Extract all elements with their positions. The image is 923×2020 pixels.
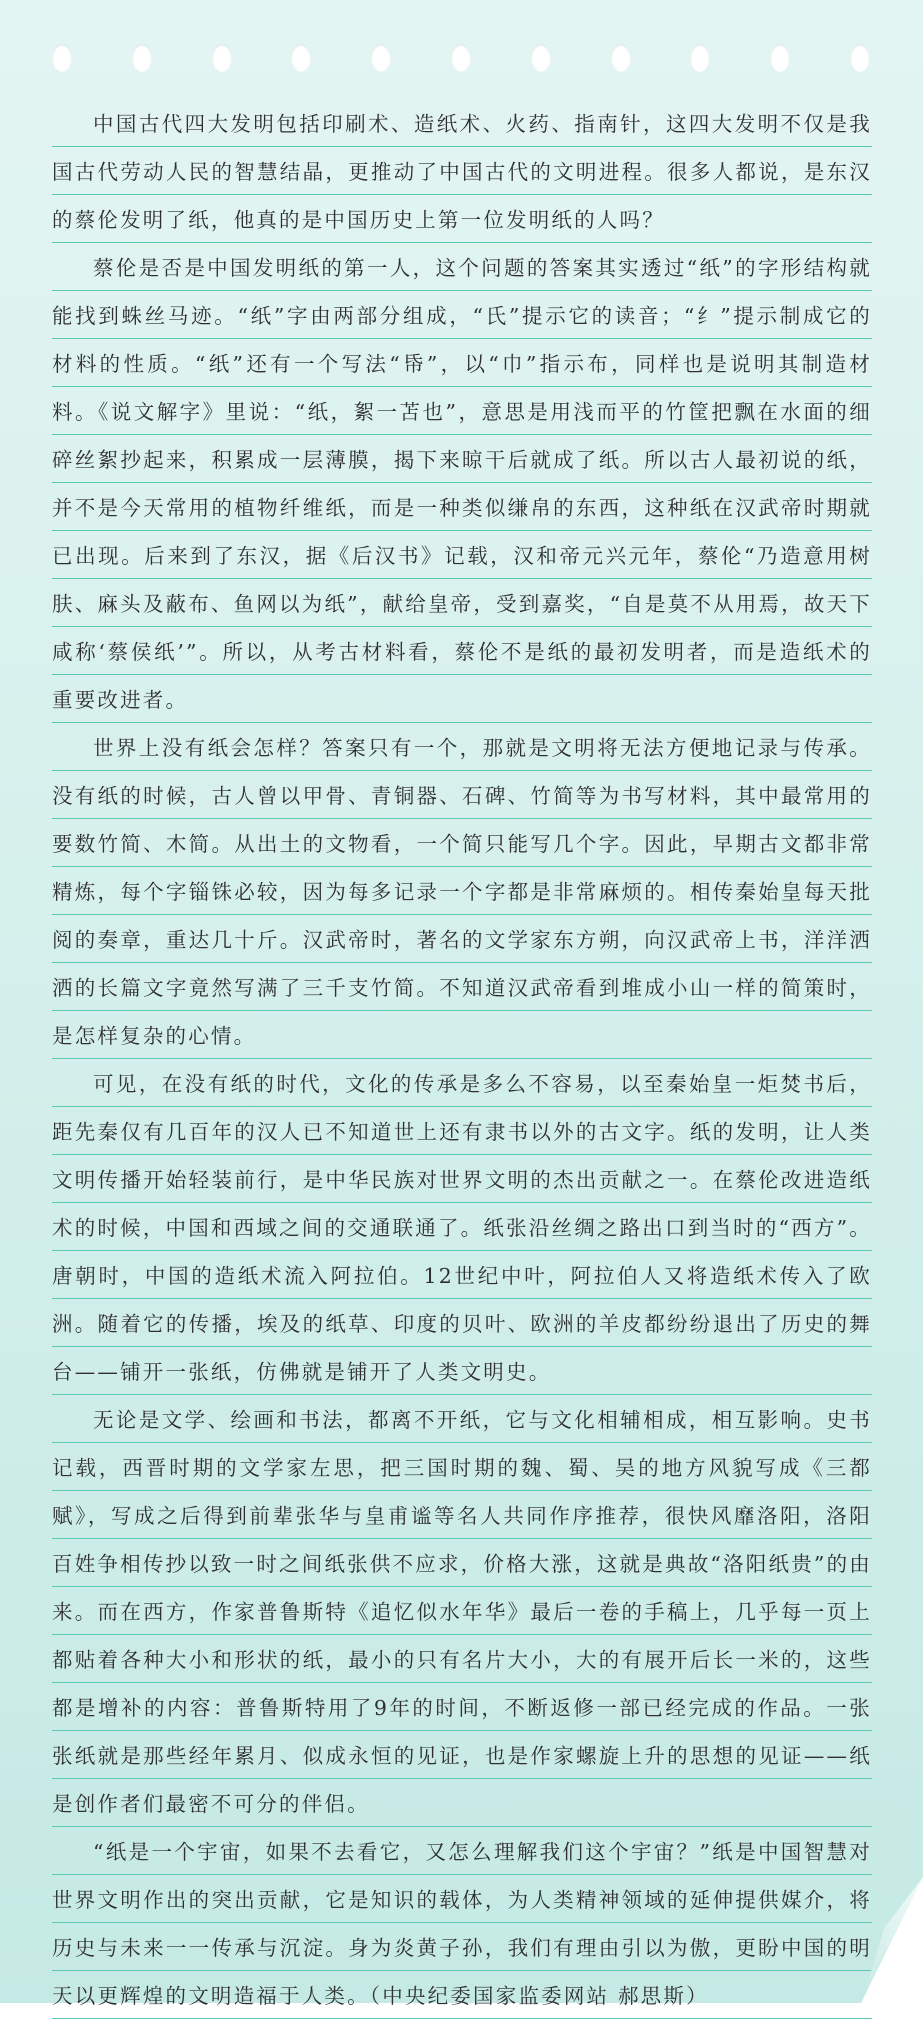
binder-hole (770, 44, 790, 72)
binder-hole (611, 44, 631, 72)
article-paragraph: 世界上没有纸会怎样？答案只有一个，那就是文明将无法方便地记录与传承。没有纸的时候，古人曾以甲骨、青铜器、石碑、竹简等为书写材料，其中最常用的要数竹简、木简。从出土的文物看，一个简只能写几个字。因此，早期古文都非常精炼，每个字锱铢必较，因为每多记录一个字都是非常麻烦的。相传秦始皇每天批阅的奏章，重达几十斤。汉武帝时，著名的文学家东方朔，向汉武帝上书，洋洋洒洒的长篇文字竟然写满了三千支竹简。不知道汉武帝看到堆成小山一样的简策时，是怎样复杂的心情。 (52, 724, 872, 1060)
article-paragraph: “纸是一个宇宙，如果不去看它，又怎么理解我们这个宇宙？”纸是中国智慧对世界文明作出的突出贡献，它是知识的载体，为人类精神领域的延伸提供媒介，将历史与未来一一传承与沉淀。身为炎黄子孙，我们有理由引以为傲，更盼中国的明天以更辉煌的文明造福于人类。（中央纪委国家监委网站 郝思斯） (52, 1828, 872, 2020)
binder-holes (0, 44, 923, 74)
article-paragraph: 中国古代四大发明包括印刷术、造纸术、火药、指南针，这四大发明不仅是我国古代劳动人民的智慧结晶，更推动了中国古代的文明进程。很多人都说，是东汉的蔡伦发明了纸，他真的是中国历史上第一位发明纸的人吗？ (52, 100, 872, 244)
binder-hole (451, 44, 471, 72)
binder-hole (291, 44, 311, 72)
binder-hole (132, 44, 152, 72)
article-paragraph: 可见，在没有纸的时代，文化的传承是多么不容易，以至秦始皇一炬焚书后，距先秦仅有几百年的汉人已不知道世上还有隶书以外的古文字。纸的发明，让人类文明传播开始轻装前行，是中华民族对世界文明的杰出贡献之一。在蔡伦改进造纸术的时候，中国和西域之间的交通联通了。纸张沿丝绸之路出口到当时的“西方”。唐朝时，中国的造纸术流入阿拉伯。12世纪中叶，阿拉伯人又将造纸术传入了欧洲。随着它的传播，埃及的纸草、印度的贝叶、欧洲的羊皮都纷纷退出了历史的舞台——铺开一张纸，仿佛就是铺开了人类文明史。 (52, 1060, 872, 1396)
binder-hole (531, 44, 551, 72)
binder-hole (52, 44, 72, 72)
binder-hole (212, 44, 232, 72)
binder-hole (690, 44, 710, 72)
article-paragraph: 蔡伦是否是中国发明纸的第一人，这个问题的答案其实透过“纸”的字形结构就能找到蛛丝马迹。“纸”字由两部分组成，“氏”提示它的读音；“纟”提示制成它的材料的性质。“纸”还有一个写法“帋”，以“巾”指示布，同样也是说明其制造材料。《说文解字》里说：“纸，絮一苫也”，意思是用浅而平的竹筐把飘在水面的细碎丝絮抄起来，积累成一层薄膜，揭下来晾干后就成了纸。所以古人最初说的纸，并不是今天常用的植物纤维纸，而是一种类似缣帛的东西，这种纸在汉武帝时期就已出现。后来到了东汉，据《后汉书》记载，汉和帝元兴元年，蔡伦“乃造意用树肤、麻头及蔽布、鱼网以为纸”，献给皇帝，受到嘉奖，“自是莫不从用焉，故天下咸称‘蔡侯纸’”。所以，从考古材料看，蔡伦不是纸的最初发明者，而是造纸术的重要改进者。 (52, 244, 872, 724)
article-paragraph: 无论是文学、绘画和书法，都离不开纸，它与文化相辅相成，相互影响。史书记载，西晋时期的文学家左思，把三国时期的魏、蜀、吴的地方风貌写成《三都赋》，写成之后得到前辈张华与皇甫谧等名人共同作序推荐，很快风靡洛阳，洛阳百姓争相传抄以致一时之间纸张供不应求，价格大涨，这就是典故“洛阳纸贵”的由来。而在西方，作家普鲁斯特《追忆似水年华》最后一卷的手稿上，几乎每一页上都贴着各种大小和形状的纸，最小的只有名片大小，大的有展开后长一米的，这些都是增补的内容：普鲁斯特用了9年的时间，不断返修一部已经完成的作品。一张张纸就是那些经年累月、似成永恒的见证，也是作家螺旋上升的思想的见证——纸是创作者们最密不可分的伴侣。 (52, 1396, 872, 1828)
page-curl-corner (861, 1877, 923, 2003)
binder-hole (371, 44, 391, 72)
article-body (52, 100, 872, 2020)
binder-hole (850, 44, 870, 72)
